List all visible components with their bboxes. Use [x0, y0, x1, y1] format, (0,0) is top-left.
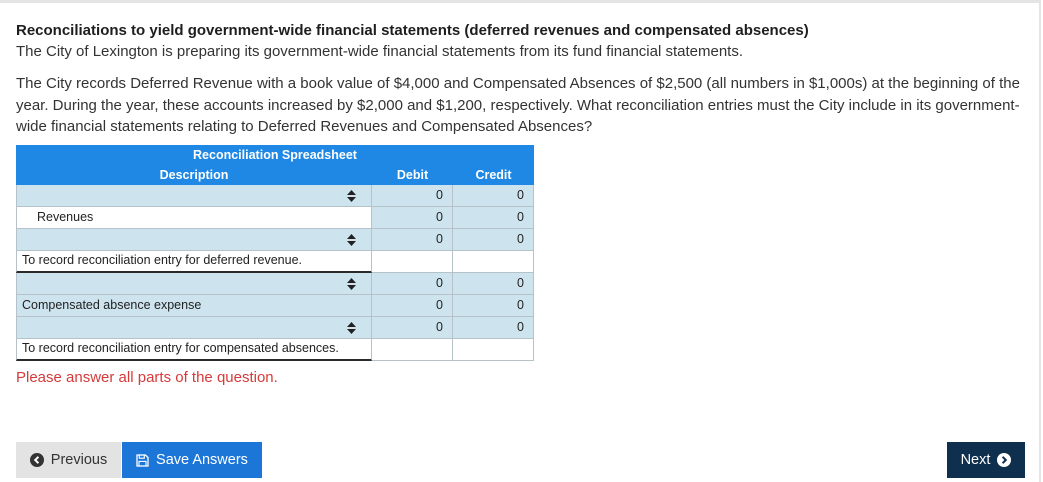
spreadsheet-row [16, 295, 534, 317]
entry-memo: To record reconciliation entry for deferred revenue. [16, 251, 372, 273]
credit-input[interactable]: 0 [453, 229, 534, 251]
credit-input[interactable]: 0 [453, 295, 534, 317]
account-select[interactable] [16, 317, 372, 339]
previous-button-label: Previous [50, 452, 108, 468]
spreadsheet-row [16, 251, 534, 273]
debit-input[interactable]: 0 [372, 317, 453, 339]
chevron-right-circle-icon [997, 453, 1011, 467]
spreadsheet-row [16, 317, 534, 339]
column-header-debit: Debit [396, 168, 429, 182]
credit-input[interactable]: 0 [453, 185, 534, 207]
updown-arrow-icon [347, 322, 356, 334]
save-answers-button[interactable] [122, 442, 262, 478]
question-text: The City records Deferred Revenue with a book value of $4,000 and Compensated Absences of $2,500 (all numbers in $1,000s) at the beginning of the year. During the year, these accounts increased by $2,000 and $1,200, respectively. What reconciliation entries must the City include in its government-wide financial statements relating to Deferred Revenues and Compensated Absences? [16, 75, 1020, 135]
credit-input[interactable]: 0 [453, 207, 534, 229]
account-label: Revenues [16, 207, 372, 229]
entry-memo: To record reconciliation entry for compensated absences. [16, 339, 372, 361]
problem-subtitle: The City of Lexington is preparing its government-wide financial statements from its fund financial statements. [16, 43, 744, 60]
problem-title: Reconciliations to yield government-wide financial statements (deferred revenues and compensated absences) [16, 22, 809, 39]
column-header-credit: Credit [475, 168, 512, 182]
spreadsheet-column-headers [16, 168, 534, 183]
credit-cell-empty [453, 251, 534, 273]
updown-arrow-icon [347, 278, 356, 290]
previous-button[interactable] [16, 442, 121, 478]
spreadsheet-title: Reconciliation Spreadsheet [193, 148, 357, 162]
floppy-disk-icon [136, 454, 149, 467]
reconciliation-spreadsheet [16, 145, 534, 361]
debit-cell-empty [372, 339, 453, 361]
next-button-label: Next [960, 452, 991, 468]
credit-input[interactable]: 0 [453, 273, 534, 295]
credit-input[interactable]: 0 [453, 317, 534, 339]
spreadsheet-row [16, 207, 534, 229]
account-select[interactable] [16, 273, 372, 295]
column-header-description: Description [159, 168, 229, 182]
account-select[interactable] [16, 185, 372, 207]
spreadsheet-header [16, 145, 534, 185]
credit-cell-empty [453, 339, 534, 361]
updown-arrow-icon [347, 190, 356, 202]
account-select[interactable] [16, 229, 372, 251]
spreadsheet-row [16, 273, 534, 295]
validation-message: Please answer all parts of the question. [16, 369, 278, 386]
debit-input[interactable]: 0 [372, 229, 453, 251]
spreadsheet-row [16, 339, 534, 361]
debit-input[interactable]: 0 [372, 207, 453, 229]
debit-input[interactable]: 0 [372, 295, 453, 317]
account-label: Compensated absence expense [16, 295, 372, 317]
chevron-left-circle-icon [30, 453, 44, 467]
save-button-label: Save Answers [156, 452, 248, 468]
spreadsheet-row [16, 229, 534, 251]
debit-input[interactable]: 0 [372, 273, 453, 295]
debit-cell-empty [372, 251, 453, 273]
debit-input[interactable]: 0 [372, 185, 453, 207]
next-button[interactable] [947, 442, 1025, 478]
spreadsheet-row [16, 185, 534, 207]
updown-arrow-icon [347, 234, 356, 246]
